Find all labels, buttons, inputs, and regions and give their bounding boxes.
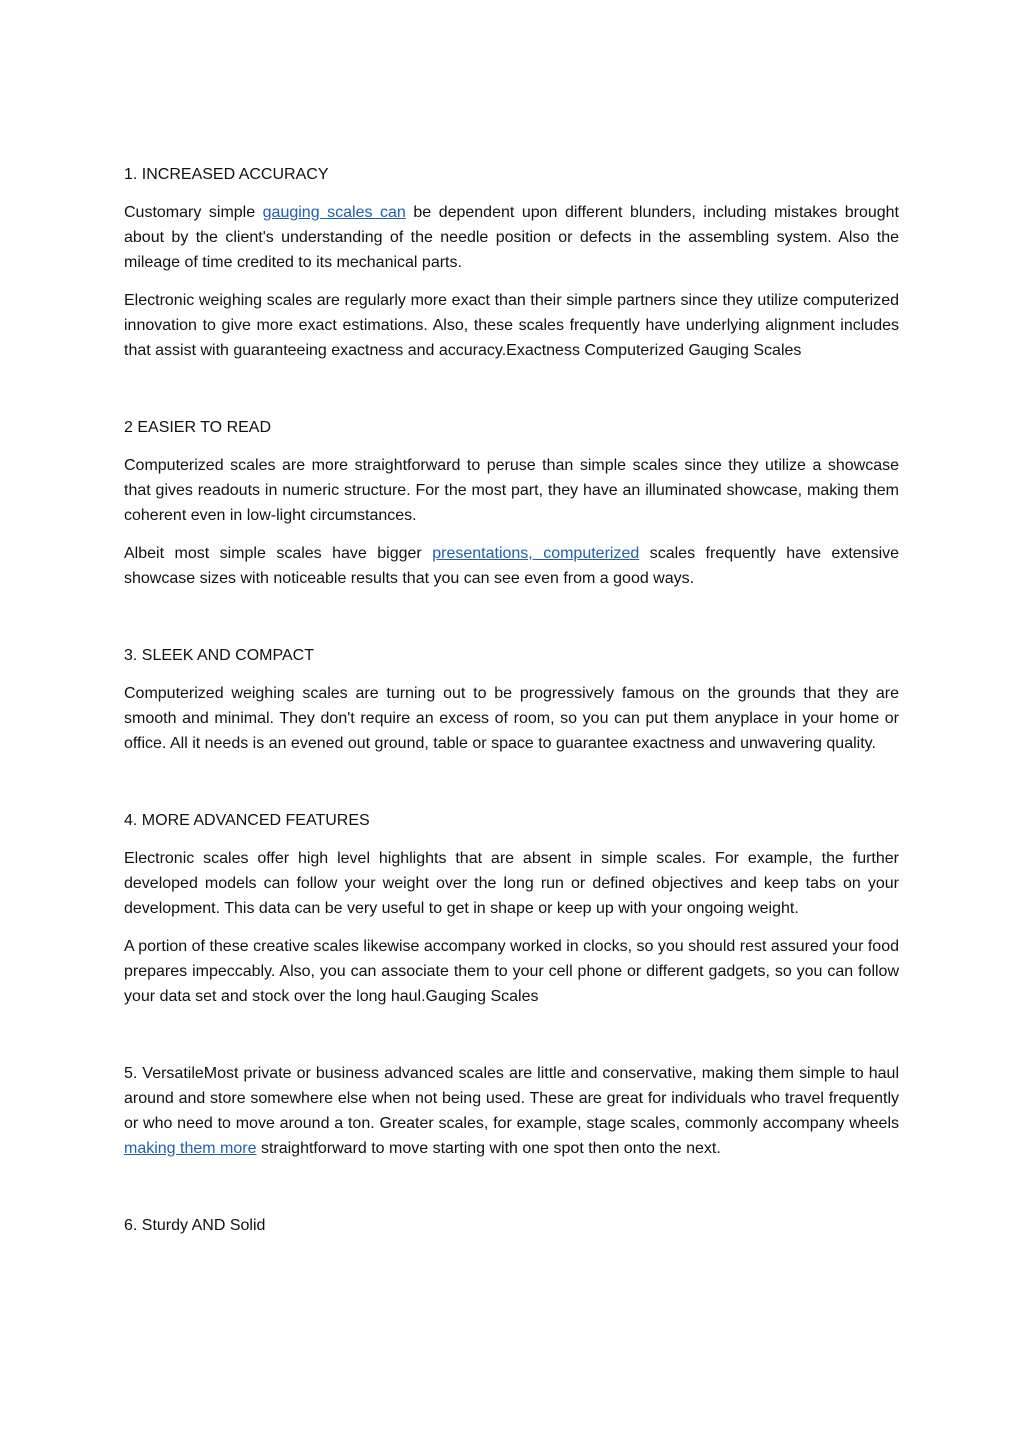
section-heading-easier-to-read: 2 EASIER TO READ (124, 419, 272, 436)
section-3-paragraph-1: Computerized weighing scales are turning out to be progressively famous on the grounds that they are smooth and minimal. They don't require an excess of room, so you can put them anyplace in your home or office. All it needs is an evened out ground, table or space to guarantee exactness and unwavering quality. (124, 685, 899, 752)
section-5-paragraph-1 (124, 1061, 899, 1161)
section-heading-increased-accuracy: 1. INCREASED ACCURACY (124, 166, 329, 183)
section-4-paragraph-2: A portion of these creative scales likewise accompany worked in clocks, so you should rest assured your food prepares impeccably. Also, you can associate them to your cell phone or different gadgets, so you can follow your data set and stock over the long haul.Gauging Scales (124, 938, 899, 1005)
section-heading-sturdy-and-solid: 6. Sturdy AND Solid (124, 1217, 266, 1234)
text-run: scales frequently have extensive showcase sizes with noticeable results that you can see even from a good ways. (124, 545, 900, 587)
section-2-paragraph-2 (124, 541, 899, 591)
link-making-them-more[interactable]: making them more (124, 1140, 257, 1157)
section-heading-sleek-and-compact: 3. SLEEK AND COMPACT (124, 647, 314, 664)
text-run: straightforward to move starting with one spot then onto the next. (256, 1140, 721, 1157)
text-run: 5. VersatileMost private or business advanced scales are little and conservative, making them simple to haul around and store somewhere else when not being used. These are great for individuals who travel frequently or who need to move around a ton. Greater scales, for example, stage scales, commonly accompany wheels (124, 1065, 899, 1132)
link-presentations-computerized[interactable]: presentations, computerized (432, 545, 640, 562)
text-run: Albeit most simple scales have bigger (124, 545, 433, 562)
text-run: be dependent upon different blunders, including mistakes brought about by the client's understanding of the needle position or defects in the assembling system. Also the mileage of time credited to its mechanical parts. (124, 204, 900, 271)
link-gauging-scales[interactable]: gauging scales can (262, 204, 406, 221)
section-1-paragraph-2: Electronic weighing scales are regularly more exact than their simple partners since they utilize computerized innovation to give more exact estimations. Also, these scales frequently have underlying alignment includes that assist with guaranteeing exactness and accuracy.Exactness Computerized Gauging Scales (124, 292, 899, 359)
section-4-paragraph-1: Electronic scales offer high level highlights that are absent in simple scales. For example, the further developed models can follow your weight over the long run or defined objectives and keep tabs on your development. This data can be very useful to get in shape or keep up with your ongoing weight. (124, 850, 899, 917)
spacer (124, 376, 899, 415)
spacer (124, 1022, 899, 1061)
section-2-paragraph-1: Computerized scales are more straightforward to peruse than simple scales since they utilize a showcase that gives readouts in numeric structure. For the most part, they have an illuminated showcase, making them coherent even in low-light circumstances. (124, 457, 899, 524)
spacer (124, 604, 899, 643)
spacer (124, 769, 899, 808)
text-run: Customary simple (124, 204, 263, 221)
section-1-paragraph-1 (124, 200, 899, 275)
spacer (124, 1174, 899, 1213)
section-heading-more-advanced-features: 4. MORE ADVANCED FEATURES (124, 812, 370, 829)
